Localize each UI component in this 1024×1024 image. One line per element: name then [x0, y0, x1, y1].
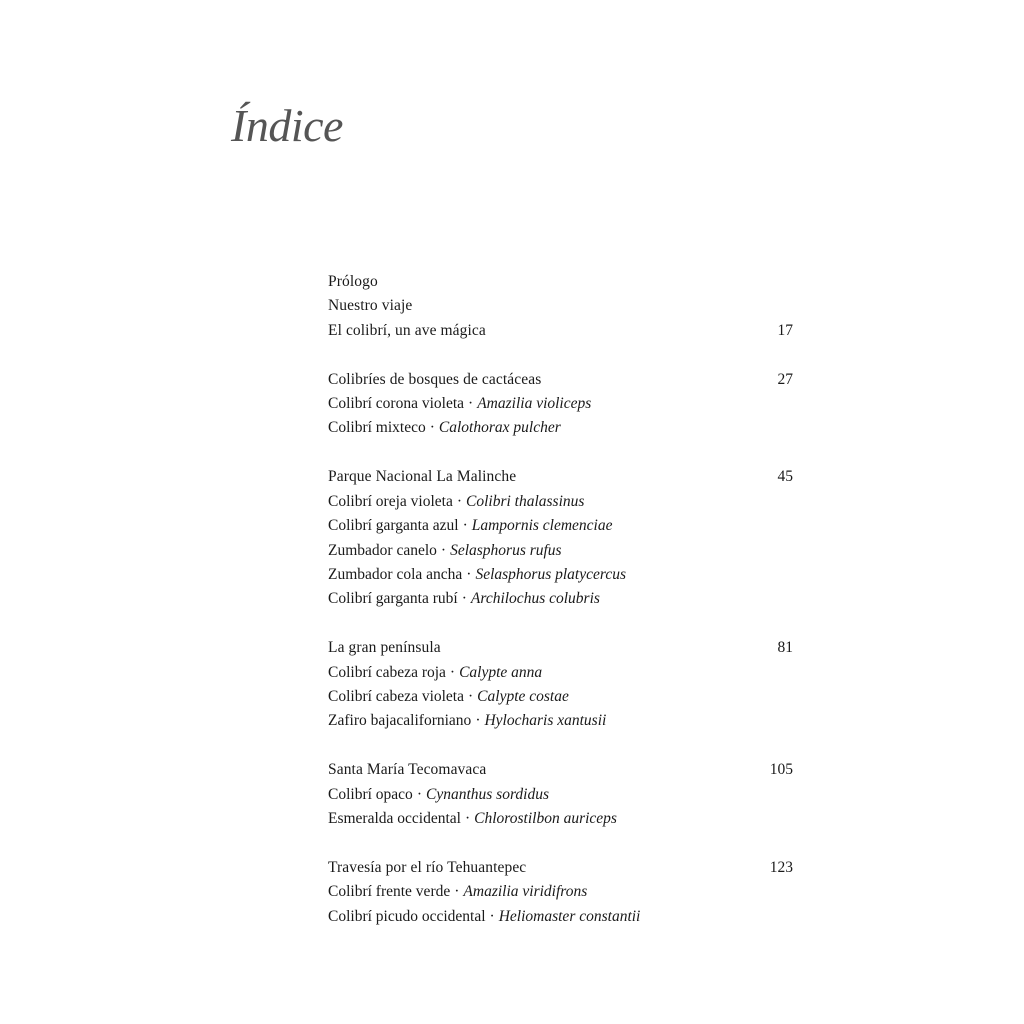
species-entry[interactable]: [328, 661, 793, 685]
bullet-separator: ·: [456, 492, 462, 510]
bullet-separator: ·: [440, 541, 447, 559]
section-spacer: [328, 441, 793, 466]
bullet-separator: ·: [468, 687, 474, 705]
species-entry[interactable]: [328, 587, 793, 611]
species-common-name: Colibrí cabeza violeta: [328, 687, 464, 705]
species-entry[interactable]: [328, 685, 793, 709]
section-heading[interactable]: [328, 368, 793, 392]
species-scientific-name: Calypte costae: [477, 687, 569, 705]
species-common-name: Esmeralda occidental: [328, 810, 461, 828]
species-scientific-name: Colibri thalassinus: [466, 492, 585, 510]
species-entry[interactable]: [328, 392, 793, 416]
species-entry[interactable]: [328, 880, 793, 904]
species-scientific-name: Hylocharis xantusii: [484, 712, 607, 730]
section-spacer: [328, 734, 793, 759]
entry-title: Parque Nacional La Malinche: [328, 468, 517, 486]
bullet-separator: ·: [466, 565, 472, 583]
species-common-name: Colibrí picudo occidental: [328, 907, 486, 925]
species-common-name: Colibrí oreja violeta: [328, 492, 453, 510]
bullet-separator: ·: [464, 810, 471, 828]
species-entry[interactable]: [328, 514, 793, 538]
section-spacer: [328, 831, 793, 856]
species-common-name: Colibrí garganta azul: [328, 517, 459, 535]
entry-title: Nuestro viaje: [328, 297, 413, 315]
page-title: Índice: [231, 100, 343, 151]
species-scientific-name: Lampornis clemenciae: [471, 517, 613, 535]
species-scientific-name: Heliomaster constantii: [498, 907, 641, 925]
species-scientific-name: Selasphorus platycercus: [475, 565, 626, 583]
species-scientific-name: Archilochus colubris: [470, 590, 600, 608]
bullet-separator: ·: [416, 785, 422, 803]
species-common-name: Colibrí frente verde: [328, 883, 451, 901]
section-spacer: [328, 343, 793, 368]
species-scientific-name: Amazilia viridifrons: [463, 883, 588, 901]
species-scientific-name: Cynanthus sordidus: [425, 785, 549, 803]
species-common-name: Colibrí opaco: [328, 785, 413, 803]
bullet-separator: ·: [461, 590, 467, 608]
species-common-name: Colibrí mixteco: [328, 419, 426, 437]
bullet-separator: ·: [429, 419, 435, 437]
species-entry[interactable]: [328, 905, 793, 929]
species-entry[interactable]: [328, 539, 793, 563]
bullet-separator: ·: [468, 395, 474, 413]
bullet-separator: ·: [454, 883, 460, 901]
species-entry[interactable]: [328, 416, 793, 440]
section-heading[interactable]: [328, 856, 793, 880]
page-number: 45: [777, 468, 793, 486]
section-heading[interactable]: [328, 636, 793, 660]
section-heading[interactable]: [328, 465, 793, 489]
species-scientific-name: Selasphorus rufus: [450, 541, 562, 559]
bullet-separator: ·: [462, 517, 468, 535]
species-scientific-name: Chlorostilbon auriceps: [474, 810, 617, 828]
page-number: 17: [777, 321, 793, 339]
entry-title: La gran península: [328, 639, 441, 657]
entry-title: Travesía por el río Tehuantepec: [328, 858, 527, 876]
entry-title: Colibríes de bosques de cactáceas: [328, 370, 542, 388]
species-common-name: Colibrí corona violeta: [328, 395, 465, 413]
species-entry[interactable]: [328, 490, 793, 514]
entry-title: El colibrí, un ave mágica: [328, 321, 486, 339]
species-scientific-name: Calothorax pulcher: [438, 419, 561, 437]
section-spacer: [328, 612, 793, 637]
page-number: 27: [777, 370, 793, 388]
entry-title: Santa María Tecomavaca: [328, 761, 487, 779]
bullet-separator: ·: [489, 907, 495, 925]
section-heading[interactable]: [328, 758, 793, 782]
page-number: 81: [777, 639, 793, 657]
species-common-name: Colibrí cabeza roja: [328, 663, 446, 681]
species-entry[interactable]: [328, 783, 793, 807]
entry-title: Prólogo: [328, 273, 378, 290]
page-number: 123: [769, 858, 793, 876]
species-common-name: Colibrí garganta rubí: [328, 590, 458, 608]
species-entry[interactable]: [328, 807, 793, 831]
table-of-contents: [328, 270, 793, 929]
species-scientific-name: Calypte anna: [459, 663, 543, 681]
species-scientific-name: Amazilia violiceps: [477, 395, 592, 413]
bullet-separator: ·: [475, 712, 481, 730]
page-number: 105: [769, 761, 793, 779]
species-common-name: Zumbador canelo: [328, 541, 437, 559]
species-common-name: Zafiro bajacaliforniano: [328, 712, 472, 730]
species-entry[interactable]: [328, 563, 793, 587]
species-entry[interactable]: [328, 709, 793, 733]
front-matter-entry[interactable]: [328, 294, 793, 318]
front-matter-entry[interactable]: [328, 319, 793, 343]
bullet-separator: ·: [449, 663, 456, 681]
front-matter-entry[interactable]: [328, 270, 793, 294]
species-common-name: Zumbador cola ancha: [328, 565, 463, 583]
